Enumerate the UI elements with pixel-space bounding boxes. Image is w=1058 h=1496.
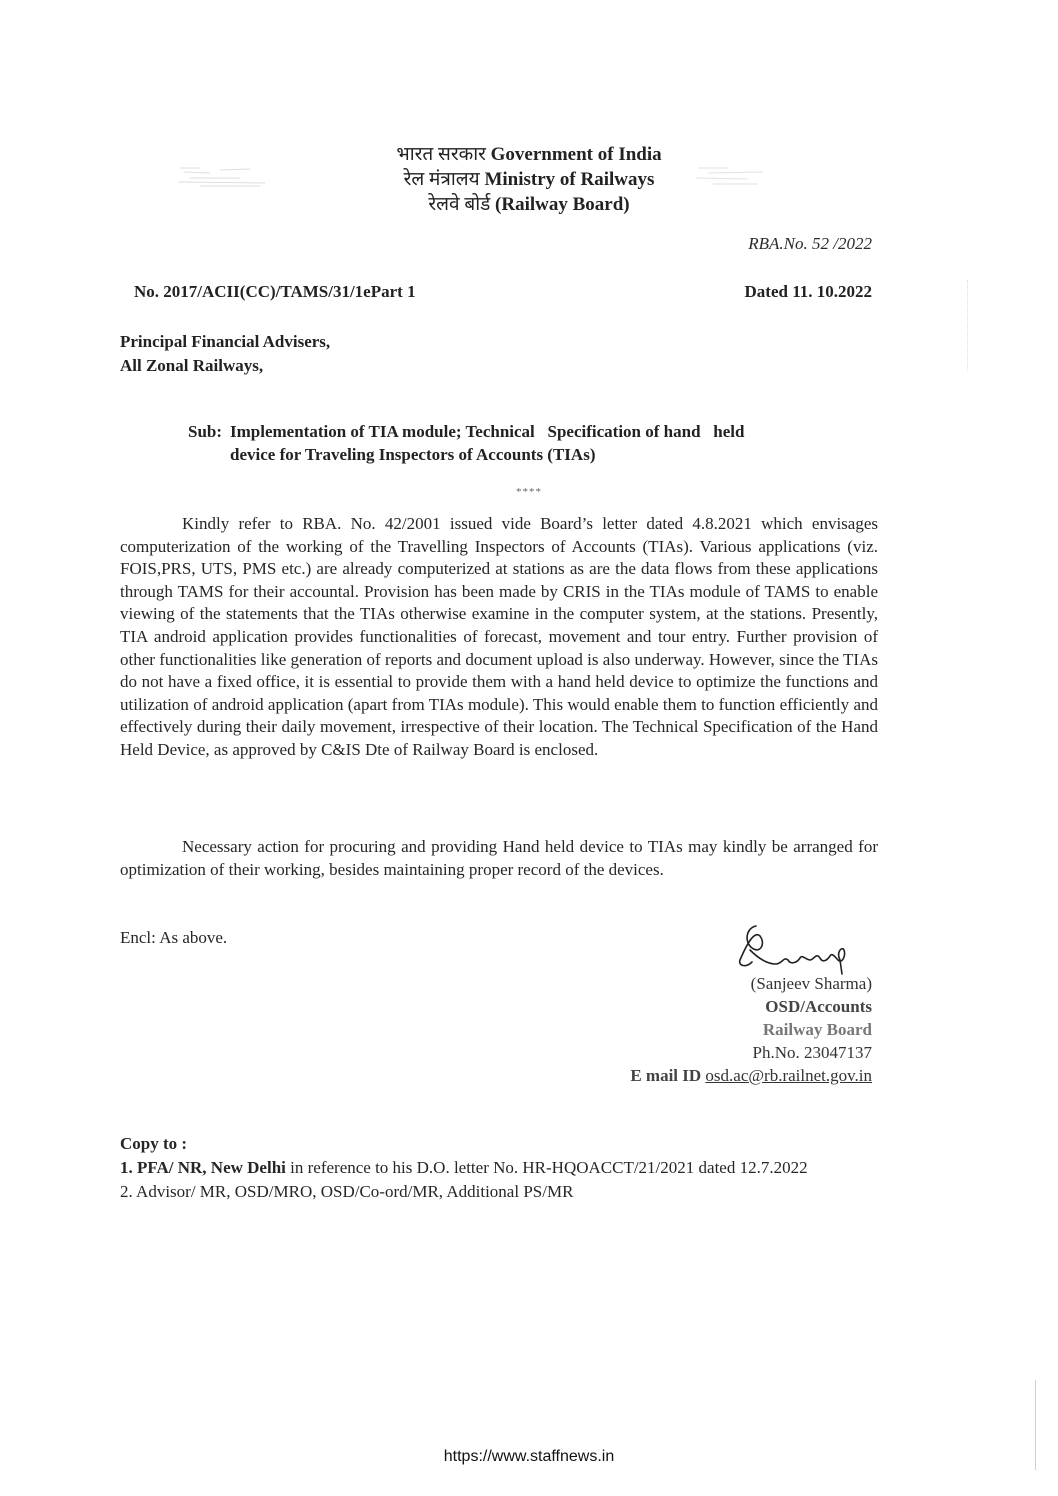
copy-to-section (120, 1132, 900, 1204)
copy-to-heading: Copy to : (120, 1134, 188, 1153)
body-paragraph-1: Kindly refer to RBA. No. 42/2001 issued vide Board’s letter dated 4.8.2021 which envisages computerization of the working of the Travelling Inspectors of Accounts (TIAs). Various applications (viz. FOIS,PRS, UTS, PMS etc.) are already computerized at stations as are the data flows from these applications through TAMS for their accountal. Provision has been made by CRIS in the TIAs module of TAMS to enable viewing of the statements that the TIAs otherwise examine in the computer system, at the stations. Presently, TIA android application provides functionalities of forecast, movement and tour entry. Further provision of other functionalities like generation of reports and document upload is also underway. However, since the TIAs do not have a fixed office, it is essential to provide them with a hand held device to optimize the functions and utilization of android application (apart from TIAs module). This would enable them to function efficiently and effectively during their daily movement, irrespective of their location. The Technical Specification of the Hand Held Device, as approved by C&IS Dte of Railway Board is enclosed. (120, 514, 878, 759)
letter-date: Dated 11. 10.2022 (744, 282, 872, 301)
subject-line-1: Implementation of TIA module; Technical Specification of hand held (230, 422, 745, 441)
signatory-email-line (630, 1064, 872, 1087)
letterhead-line-ministry: रेल मंत्रालय Ministry of Railways (403, 169, 655, 190)
signature (726, 920, 876, 976)
signatory-phone: Ph.No. 23047137 (752, 1043, 872, 1062)
subject-label: Sub: (188, 422, 223, 441)
rba-number: RBA.No. 52 /2022 (748, 234, 872, 253)
addressee-line-2: All Zonal Railways, (120, 356, 264, 375)
separator-stars: **** (516, 486, 542, 498)
email-link[interactable]: osd.ac@rb.railnet.gov.in (705, 1066, 872, 1085)
letterhead (0, 142, 1058, 217)
copy-to-item-2: 2. Advisor/ MR, OSD/MRO, OSD/Co-ord/MR, Additional PS/MR (120, 1182, 574, 1201)
email-label: E mail ID (630, 1066, 702, 1085)
signatory-name: (Sanjeev Sharma) (750, 974, 872, 993)
signatory-designation: OSD/Accounts (765, 997, 872, 1016)
body-paragraph-2: Necessary action for procuring and providing Hand held device to TIAs may kindly be arranged for optimization of their working, besides maintaining proper record of the devices. (120, 837, 878, 879)
enclosure-note: Encl: As above. (120, 928, 228, 947)
addressee (120, 330, 330, 378)
scan-margin-artifact (957, 280, 968, 370)
reference-number: No. 2017/ACII(CC)/TAMS/31/1ePart 1 (134, 282, 416, 301)
letterhead-line-board: रेलवे बोर्ड (Railway Board) (428, 194, 630, 215)
subject-line-2: device for Traveling Inspectors of Accounts (TIAs) (230, 445, 596, 464)
signatory-office: Railway Board (762, 1020, 872, 1039)
footer-url[interactable]: https://www.staffnews.in (443, 1448, 615, 1465)
letterhead-line-government: भारत सरकार Government of India (396, 144, 662, 165)
handwritten-signature-icon (726, 920, 876, 976)
subject (188, 420, 868, 466)
copy-to-item-1: 1. PFA/ NR, New Delhi in reference to his D.O. letter No. HR-HQOACCT/21/2021 dated 12.7.2022 (120, 1158, 808, 1177)
addressee-line-1: Principal Financial Advisers, (120, 332, 331, 351)
signatory-block (630, 972, 872, 1087)
